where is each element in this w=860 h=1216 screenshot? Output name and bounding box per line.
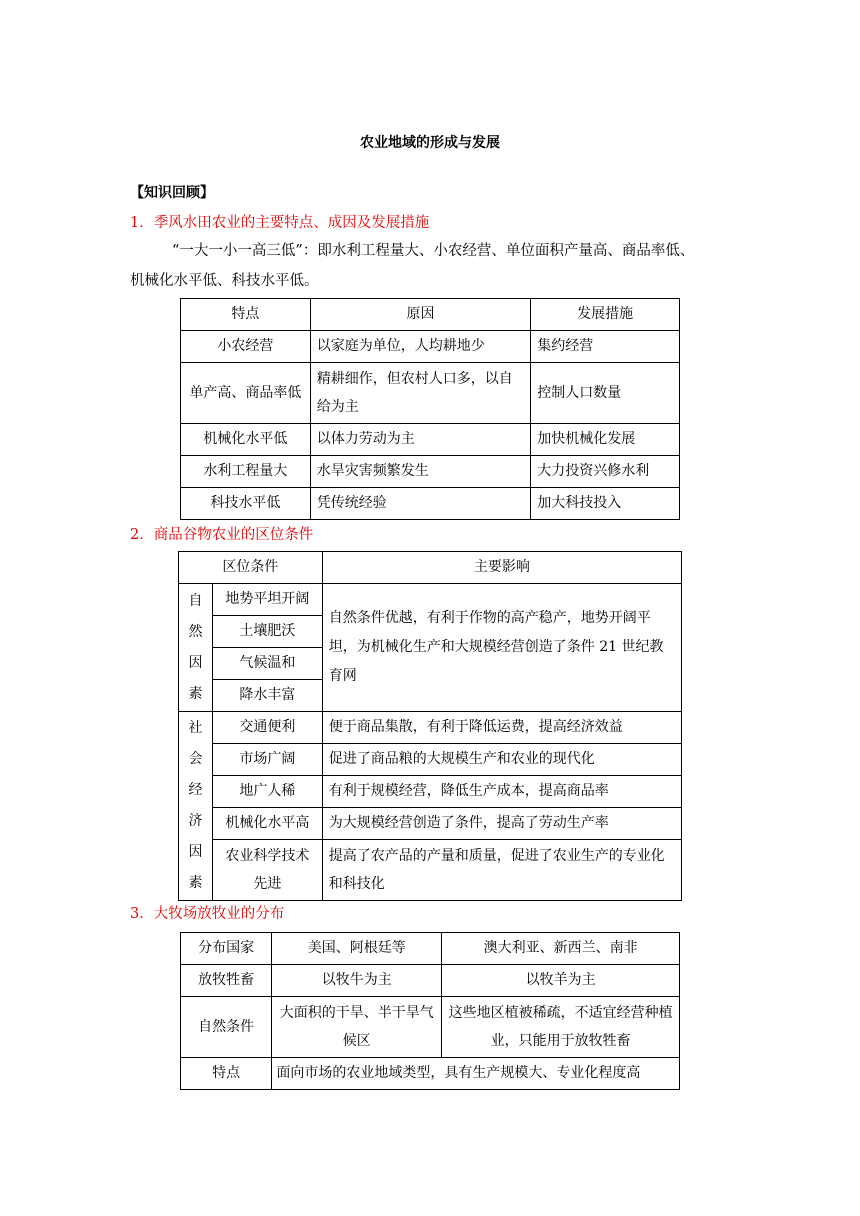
table-cell: 澳大利亚、新西兰、南非 [442, 933, 680, 965]
page-title: 农业地域的形成与发展 [360, 135, 500, 151]
monsoon-table [180, 298, 680, 520]
table-header-cell: 特点 [181, 299, 311, 331]
table-row [179, 712, 682, 744]
table-cell: 自然条件 [181, 997, 272, 1058]
table-cell: 以牧牛为主 [272, 965, 442, 997]
natural-effect-cell: 自然条件优越，有利于作物的高产稳产，地势开阔平坦，为机械化生产和大规模经营创造了条件 21 世纪教育网 [322, 584, 681, 712]
table-cell: 有利于规模经营，降低生产成本，提高商品率 [322, 776, 681, 808]
table-header-cell: 发展措施 [531, 299, 680, 331]
table-row [179, 744, 682, 776]
table-cell: 以牧羊为主 [442, 965, 680, 997]
table-cell: 科技水平低 [181, 488, 311, 520]
table-cell: 水利工程量大 [181, 456, 311, 488]
table-row [181, 997, 680, 1058]
section1-intro-line2: 机械化水平低、科技水平低。 [130, 273, 319, 289]
table-cell: 机械化水平高 [212, 808, 322, 840]
table-row [181, 363, 680, 424]
table-row [179, 808, 682, 840]
table-header-row [179, 552, 682, 584]
table-cell: 以体力劳动为主 [310, 424, 531, 456]
section3-heading: 3．大牧场放牧业的分布 [130, 906, 285, 922]
table-cell: 促进了商品粮的大规模生产和农业的现代化 [322, 744, 681, 776]
table-row [181, 424, 680, 456]
table-cell: 集约经营 [531, 331, 680, 363]
table-cell: 大力投资兴修水利 [531, 456, 680, 488]
natural-factor-group: 自 然 因 素 [179, 584, 213, 712]
table-cell: 气候温和 [212, 648, 322, 680]
table-row [179, 776, 682, 808]
table-cell: 大面积的干旱、半干旱气候区 [272, 997, 442, 1058]
section1-intro-line1: “一大一小一高三低”：即水利工程量大、小农经营、单位面积产量高、商品率低、 [172, 243, 695, 259]
table-cell: 单产高、商品率低 [181, 363, 311, 424]
table-cell: 加大科技投入 [531, 488, 680, 520]
table-cell: 精耕细作，但农村人口多，以自给为主 [310, 363, 531, 424]
review-label: 【知识回顾】 [130, 185, 214, 201]
section1-heading: 1．季风水田农业的主要特点、成因及发展措施 [130, 215, 430, 231]
table-header-row [181, 299, 680, 331]
table-cell: 分布国家 [181, 933, 272, 965]
table-row [181, 1058, 680, 1090]
table-row [181, 965, 680, 997]
table-cell: 便于商品集散，有利于降低运费，提高经济效益 [322, 712, 681, 744]
table-row [181, 331, 680, 363]
table-cell: 小农经营 [181, 331, 311, 363]
grain-table [178, 551, 682, 901]
table-cell: 凭传统经验 [310, 488, 531, 520]
table-row [181, 456, 680, 488]
table-cell: 为大规模经营创造了条件，提高了劳动生产率 [322, 808, 681, 840]
table-header-cell: 主要影响 [322, 552, 681, 584]
table-cell: 加快机械化发展 [531, 424, 680, 456]
table-row [181, 488, 680, 520]
table-cell: 控制人口数量 [531, 363, 680, 424]
table-cell: 提高了农产品的产量和质量，促进了农业生产的专业化和科技化 [322, 840, 681, 901]
table-cell: 土壤肥沃 [212, 616, 322, 648]
table-cell: 地广人稀 [212, 776, 322, 808]
table-cell: 特点 [181, 1058, 272, 1090]
table-cell: 交通便利 [212, 712, 322, 744]
table-row [181, 933, 680, 965]
table-cell: 以家庭为单位，人均耕地少 [310, 331, 531, 363]
social-factor-group: 社 会 经 济 因 素 [179, 712, 213, 901]
table-cell: 地势平坦开阔 [212, 584, 322, 616]
table-row [179, 840, 682, 901]
section2-heading: 2．商品谷物农业的区位条件 [130, 527, 314, 543]
table-cell: 这些地区植被稀疏，不适宜经营种植业，只能用于放牧牲畜 [442, 997, 680, 1058]
table-cell: 市场广阔 [212, 744, 322, 776]
ranching-table [180, 932, 680, 1090]
table-cell: 水旱灾害频繁发生 [310, 456, 531, 488]
table-cell: 美国、阿根廷等 [272, 933, 442, 965]
table-header-cell: 区位条件 [179, 552, 323, 584]
table-row [179, 584, 682, 616]
table-cell: 农业科学技术先进 [212, 840, 322, 901]
table-cell: 面向市场的农业地域类型，具有生产规模大、专业化程度高 [272, 1058, 680, 1090]
table-cell: 机械化水平低 [181, 424, 311, 456]
table-cell: 降水丰富 [212, 680, 322, 712]
table-header-cell: 原因 [310, 299, 531, 331]
table-cell: 放牧牲畜 [181, 965, 272, 997]
